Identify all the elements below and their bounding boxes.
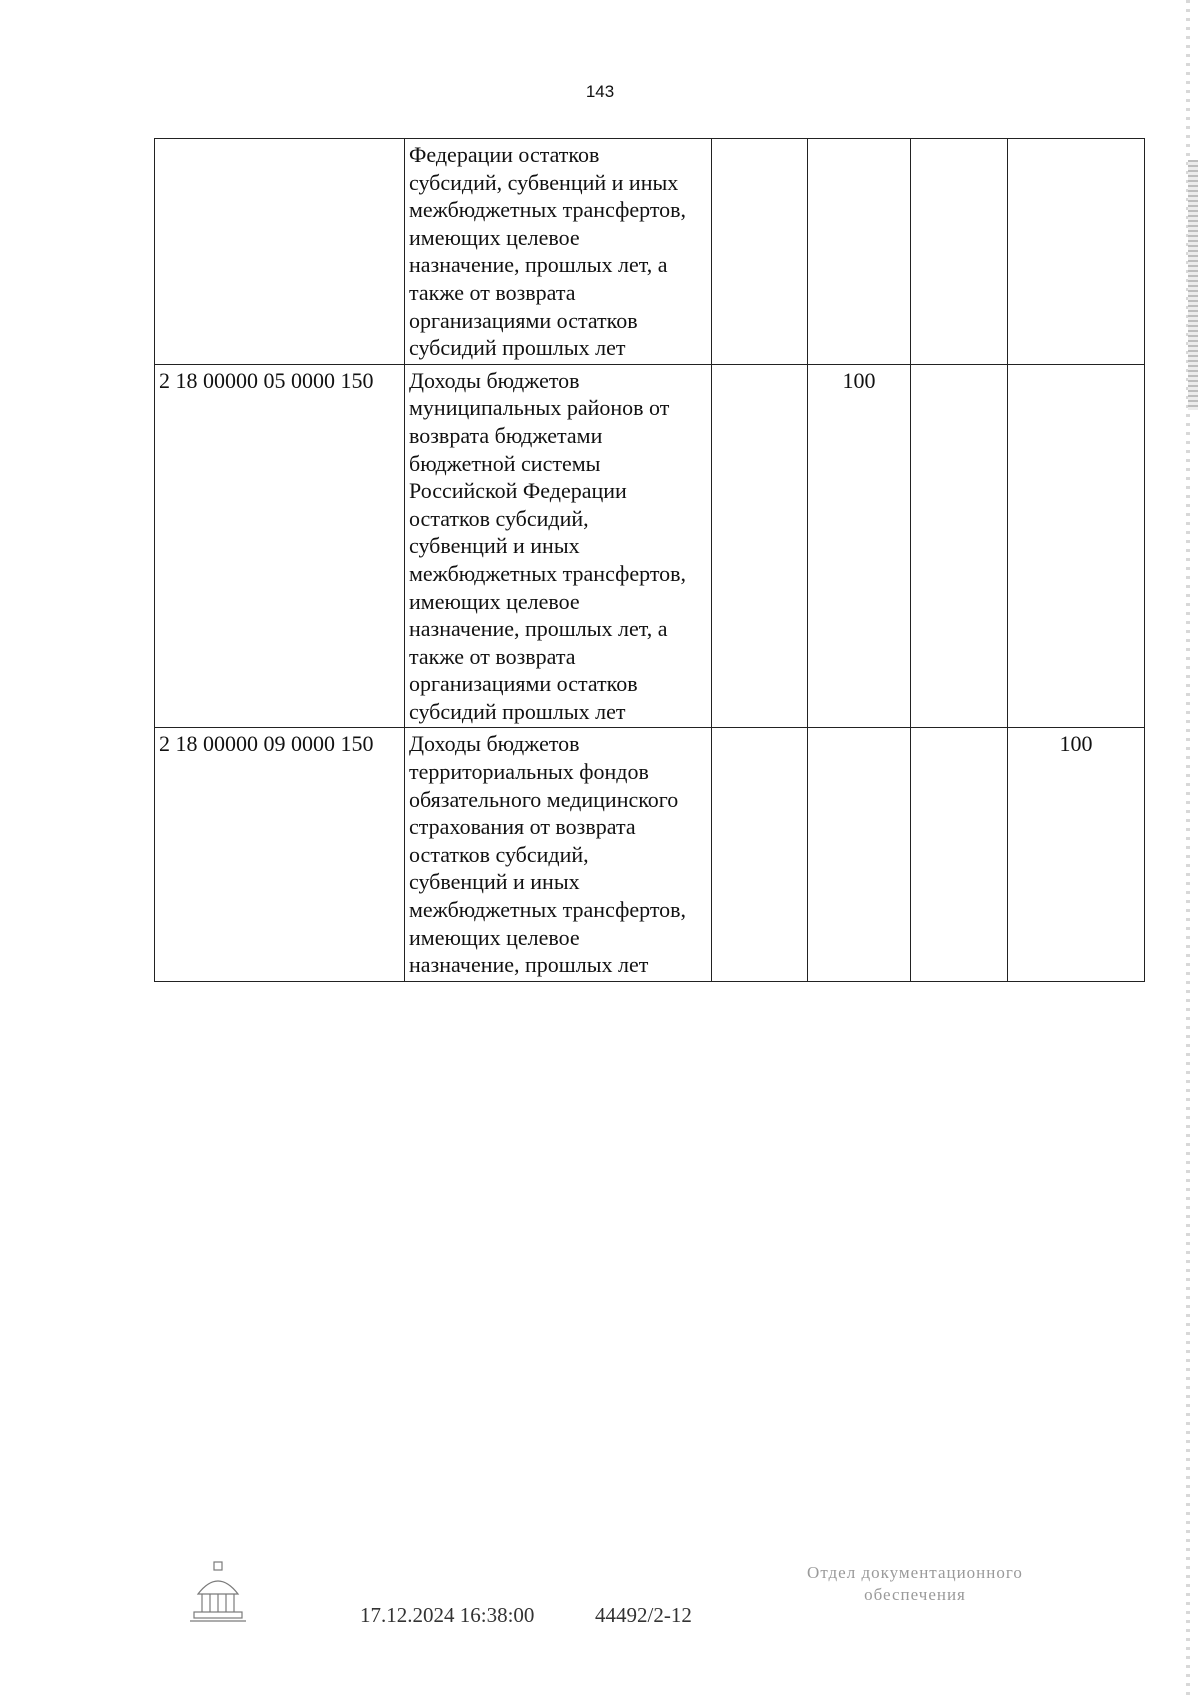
description-line: Доходы бюджетов [409, 367, 580, 393]
department-stamp [770, 1562, 1060, 1606]
description-cell [405, 728, 712, 981]
budget-table [154, 138, 1145, 982]
value-cell [1008, 139, 1145, 365]
table-row [155, 728, 1145, 981]
description-line: имеющих целевое [409, 588, 580, 614]
description-line: Доходы бюджетов [409, 731, 580, 757]
table-row [155, 139, 1145, 365]
description-line: Российской Федерации [409, 478, 627, 504]
description-line: назначение, прошлых лет, а [409, 252, 668, 278]
description-line: имеющих целевое [409, 224, 580, 250]
scan-edge-mark [1188, 160, 1198, 410]
value-cell [712, 728, 808, 981]
value-cell: 100 [1008, 728, 1145, 981]
code-cell [155, 139, 405, 365]
department-line: обеспечения [864, 1585, 966, 1604]
value-cell: 100 [808, 364, 911, 728]
description-line: субсидий прошлых лет [409, 335, 626, 361]
value-cell [911, 728, 1008, 981]
description-line: бюджетной системы [409, 450, 601, 476]
value-cell [712, 139, 808, 365]
description-line: Федерации остатков [409, 142, 600, 167]
description-line: остатков субсидий, [409, 505, 589, 531]
description-line: межбюджетных трансфертов, [409, 560, 687, 586]
description-line: организациями остатков [409, 307, 638, 333]
department-line: Отдел документационного [807, 1563, 1023, 1582]
value-cell [808, 728, 911, 981]
description-line: назначение, прошлых лет [409, 952, 649, 978]
registration-number: 44492/2-12 [595, 1603, 692, 1627]
description-line: возврата бюджетами [409, 422, 603, 448]
description-line: территориальных фондов [409, 759, 649, 785]
value-cell [712, 364, 808, 728]
table-row [155, 364, 1145, 728]
description-line: страхования от возврата [409, 814, 636, 840]
description-line: муниципальных районов от [409, 395, 670, 421]
description-line: субвенций и иных [409, 533, 580, 559]
description-line: субсидий прошлых лет [409, 698, 626, 724]
description-cell [405, 364, 712, 728]
description-line: остатков субсидий, [409, 841, 589, 867]
description-line: обязательного медицинского [409, 786, 679, 812]
description-line: имеющих целевое [409, 924, 580, 950]
description-line: субвенций и иных [409, 869, 580, 895]
code-cell: 2 18 00000 09 0000 150 [155, 728, 405, 981]
value-cell [911, 139, 1008, 365]
value-cell [1008, 364, 1145, 728]
description-cell [405, 139, 712, 365]
description-line: также от возврата [409, 643, 576, 669]
description-line: назначение, прошлых лет, а [409, 616, 668, 642]
value-cell [911, 364, 1008, 728]
code-cell: 2 18 00000 05 0000 150 [155, 364, 405, 728]
description-line: межбюджетных трансфертов, [409, 197, 687, 223]
description-line: межбюджетных трансфертов, [409, 897, 687, 923]
description-line: организациями остатков [409, 671, 638, 697]
building-emblem-icon [188, 1560, 248, 1624]
description-line: также от возврата [409, 279, 576, 305]
document-datetime: 17.12.2024 16:38:00 [360, 1603, 535, 1627]
description-line: субсидий, субвенций и иных [409, 169, 679, 195]
value-cell [808, 139, 911, 365]
page-number: 143 [585, 82, 615, 101]
